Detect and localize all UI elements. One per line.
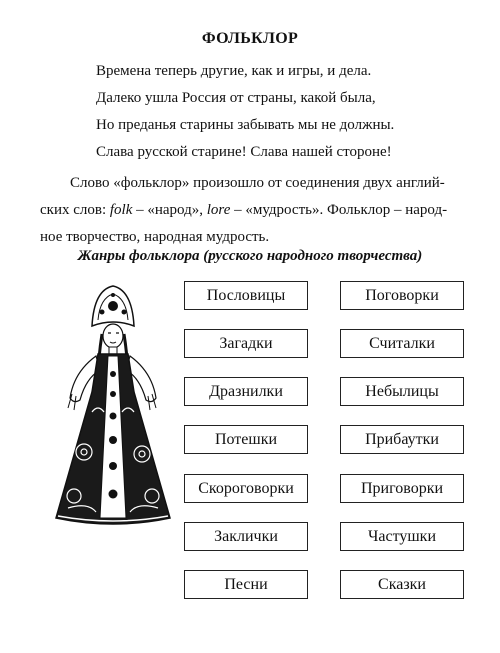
poem bbox=[96, 58, 394, 166]
genre-box-left: Заклички bbox=[184, 522, 308, 551]
genre-box-left: Пословицы bbox=[184, 281, 308, 310]
genre-box-left: Дразнилки bbox=[184, 377, 308, 406]
genre-box-right: Сказки bbox=[340, 570, 464, 599]
genre-box-right: Считалки bbox=[340, 329, 464, 358]
paragraph-line: Слово «фольклор» произошло от соединения двух англий- bbox=[70, 175, 445, 191]
genre-box-right: Небылицы bbox=[340, 377, 464, 406]
paragraph-text: – «мудрость». Фольклор – народ- bbox=[230, 202, 448, 218]
word-folk: folk bbox=[109, 202, 133, 218]
genre-box-left: Загадки bbox=[184, 329, 308, 358]
genre-box-right: Частушки bbox=[340, 522, 464, 551]
poem-line: Далеко ушла Россия от страны, какой была, bbox=[96, 90, 376, 106]
poem-line: Слава русской старине! Слава нашей стороне! bbox=[96, 144, 392, 160]
genre-box-right: Приговорки bbox=[340, 474, 464, 503]
poem-line: Времена теперь другие, как и игры, и дела. bbox=[96, 63, 372, 79]
genres-heading: Жанры фольклора (русского народного творчества) bbox=[77, 248, 423, 264]
word-lore: lore bbox=[206, 202, 231, 218]
page-title: ФОЛЬКЛОР bbox=[201, 30, 299, 47]
genre-box-left: Скороговорки bbox=[184, 474, 308, 503]
russian-folk-costume-illustration bbox=[44, 282, 182, 530]
poem-line: Но преданья старины забывать мы не должны. bbox=[96, 117, 395, 133]
paragraph-text: – «народ», bbox=[132, 202, 207, 218]
genre-box-left: Потешки bbox=[184, 425, 308, 454]
intro-paragraph bbox=[40, 170, 470, 251]
genre-box-right: Прибаутки bbox=[340, 425, 464, 454]
genre-box-right: Поговорки bbox=[340, 281, 464, 310]
paragraph-line: ное творчество, народная мудрость. bbox=[40, 229, 270, 245]
genre-box-left: Песни bbox=[184, 570, 308, 599]
paragraph-text: ских слов: bbox=[40, 202, 110, 218]
paragraph-line bbox=[40, 197, 470, 224]
